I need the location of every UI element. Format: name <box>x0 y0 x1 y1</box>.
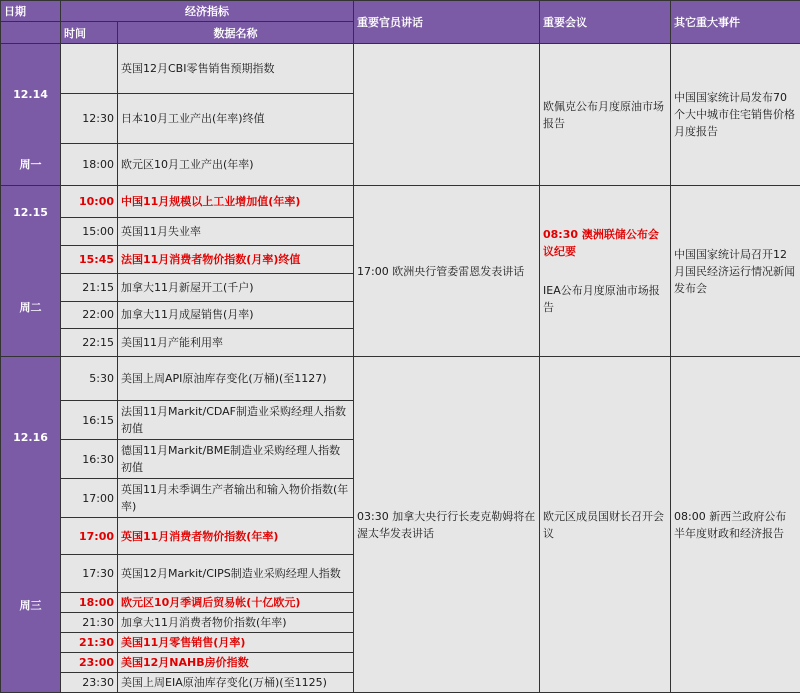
row-time: 15:00 <box>61 218 118 246</box>
row-time: 18:00 <box>61 143 118 185</box>
day-weekday: 周一 <box>19 158 42 171</box>
day-weekday: 周三 <box>19 599 42 612</box>
day-date: 12.16 <box>13 431 48 444</box>
col-speeches: 重要官员讲话 <box>354 1 540 44</box>
col-date-blank <box>1 22 61 44</box>
col-data-name: 数据名称 <box>118 22 354 44</box>
day-date: 12.14 <box>13 88 48 101</box>
row-indicator: 中国11月规模以上工业增加值(年率) <box>118 186 354 218</box>
row-time: 12:30 <box>61 94 118 143</box>
row-indicator: 英国12月CBI零售销售预期指数 <box>118 44 354 94</box>
row-indicator: 加拿大11月消费者物价指数(年率) <box>118 613 354 633</box>
speech-cell: 03:30 加拿大央行行长麦克勒姆将在渥太华发表讲话 <box>354 357 540 693</box>
row-time: 15:45 <box>61 246 118 273</box>
row-time: 22:00 <box>61 301 118 328</box>
header-row <box>1 1 800 22</box>
row-time: 5:30 <box>61 357 118 401</box>
row-indicator: 美国11月产能利用率 <box>118 328 354 356</box>
col-indicators: 经济指标 <box>61 1 354 22</box>
row-time: 10:00 <box>61 186 118 218</box>
row-time: 23:00 <box>61 653 118 673</box>
row-time: 21:30 <box>61 613 118 633</box>
day-cell <box>1 186 61 357</box>
col-meetings: 重要会议 <box>540 1 671 44</box>
event-cell: 中国国家统计局召开12月国民经济运行情况新闻发布会 <box>671 186 800 357</box>
row-time: 21:15 <box>61 273 118 301</box>
meeting-text: 08:30 澳洲联储公布会议纪要 <box>543 228 659 258</box>
row-indicator: 欧元区10月季调后贸易帐(十亿欧元) <box>118 593 354 613</box>
row-time: 21:30 <box>61 633 118 653</box>
row-indicator: 美国12月NAHB房价指数 <box>118 653 354 673</box>
meeting-text: 欧元区成员国财长召开会议 <box>543 509 664 540</box>
row-indicator: 英国11月失业率 <box>118 218 354 246</box>
row-time <box>61 44 118 94</box>
meeting-cell <box>540 357 671 693</box>
meeting-text-2: IEA公布月度原油市场报告 <box>543 284 660 314</box>
row-time: 22:15 <box>61 328 118 356</box>
speech-cell <box>354 44 540 186</box>
day-weekday: 周二 <box>19 301 42 314</box>
row-indicator: 加拿大11月成屋销售(月率) <box>118 301 354 328</box>
speech-cell: 17:00 欧洲央行管委雷恩发表讲话 <box>354 186 540 357</box>
row-indicator: 英国11月未季调生产者输出和输入物价指数(年率) <box>118 479 354 518</box>
row-time: 17:00 <box>61 518 118 555</box>
table-row <box>1 186 800 218</box>
row-indicator: 英国12月Markit/CIPS制造业采购经理人指数 <box>118 555 354 593</box>
row-indicator: 美国11月零售销售(月率) <box>118 633 354 653</box>
row-indicator: 加拿大11月新屋开工(千户) <box>118 273 354 301</box>
row-time: 18:00 <box>61 593 118 613</box>
table-row <box>1 44 800 94</box>
event-cell: 08:00 新西兰政府公布半年度财政和经济报告 <box>671 357 800 693</box>
table-row <box>1 357 800 401</box>
row-indicator: 美国上周API原油库存变化(万桶)(至1127) <box>118 357 354 401</box>
row-time: 23:30 <box>61 673 118 693</box>
row-time: 16:15 <box>61 401 118 440</box>
row-indicator: 英国11月消费者物价指数(年率) <box>118 518 354 555</box>
day-date: 12.15 <box>13 206 48 219</box>
row-indicator: 法国11月消费者物价指数(月率)终值 <box>118 246 354 273</box>
col-date: 日期 <box>1 1 61 22</box>
row-indicator: 欧元区10月工业产出(年率) <box>118 143 354 185</box>
row-time: 17:00 <box>61 479 118 518</box>
day-cell <box>1 44 61 186</box>
row-indicator: 德国11月Markit/BME制造业采购经理人指数初值 <box>118 440 354 479</box>
col-events: 其它重大事件 <box>671 1 800 44</box>
row-indicator: 法国11月Markit/CDAF制造业采购经理人指数初值 <box>118 401 354 440</box>
meeting-cell <box>540 186 671 357</box>
row-time: 17:30 <box>61 555 118 593</box>
row-indicator: 日本10月工业产出(年率)终值 <box>118 94 354 143</box>
col-time: 时间 <box>61 22 118 44</box>
day-cell <box>1 357 61 693</box>
meeting-text: 欧佩克公布月度原油市场报告 <box>543 99 664 130</box>
meeting-cell <box>540 44 671 186</box>
row-time: 16:30 <box>61 440 118 479</box>
row-indicator: 美国上周EIA原油库存变化(万桶)(至1125) <box>118 673 354 693</box>
event-cell: 中国国家统计局发布70个大中城市住宅销售价格月度报告 <box>671 44 800 186</box>
